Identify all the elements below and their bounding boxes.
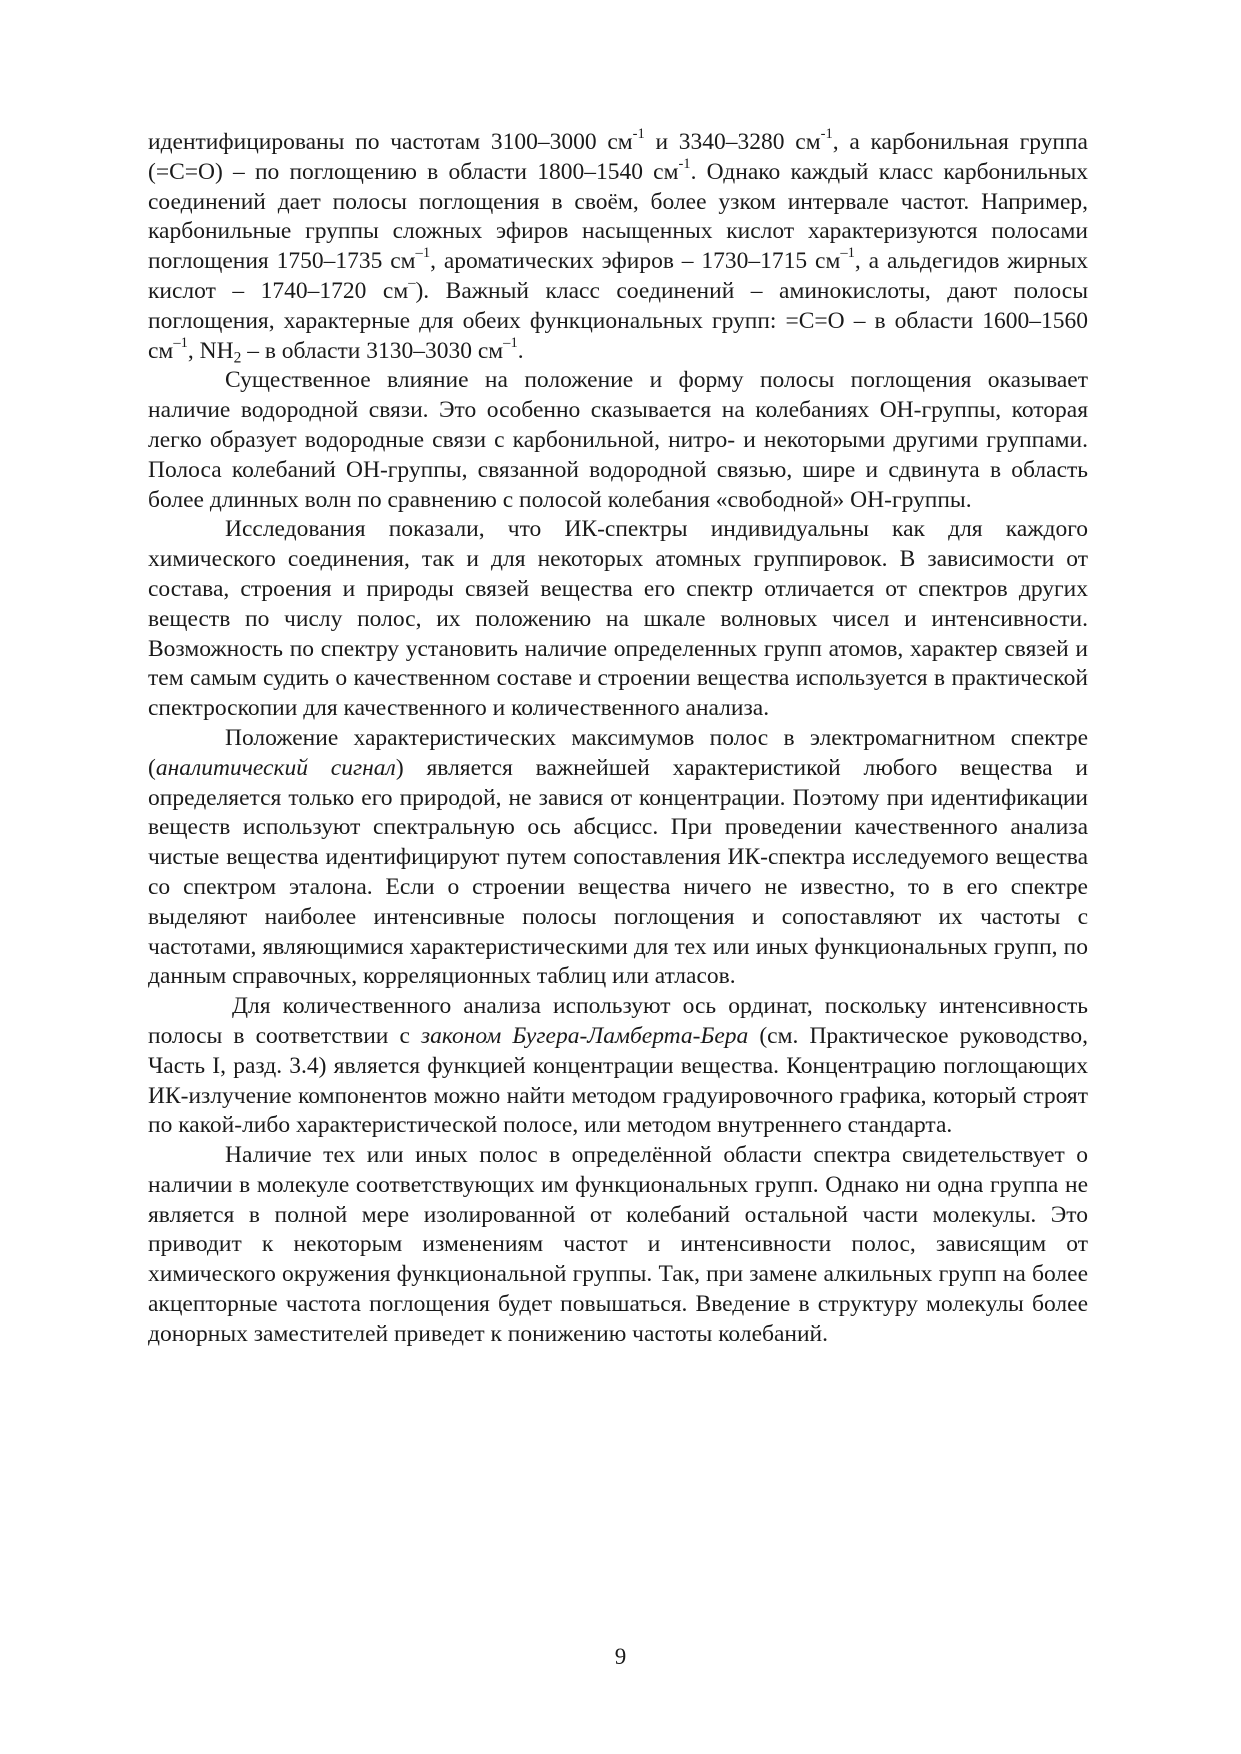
- text-run: и 3340–3280 см: [644, 129, 821, 155]
- superscript: –: [408, 275, 416, 292]
- text-run: . Однако каждый класс карбонильных соединений дает полосы поглощения в своём, более узком интервале частот. Например, карбонильные группы сложных эфиров насыщенных кислот характеризуются полосами поглощения 1750–1735 см: [148, 158, 1088, 275]
- superscript: –1: [840, 245, 855, 262]
- text-run: (см. Практическое руководство, Часть I, разд. 3.4) является функцией концентрации вещества. Концентрацию поглощающих ИК-излучение компонентов можно найти методом градуировочного графика, который строят по какой-либо характеристической полосе, или методом внутреннего стандарта.: [148, 1022, 1088, 1139]
- text-run: – в области 3130–3030 см: [241, 337, 504, 364]
- text-run: ) является важнейшей характеристикой любого вещества и определяется только его природой, не завися от концентрации. Поэтому при идентификации веществ используют спектральную ось абсцисс. При проведении качественного анализа чистые вещества идентифицируют путем сопоставления ИК-спектра исследуемого вещества со спектром эталона. Если о строении вещества ничего не известно, то в его спектре выделяют наиболее интенсивные полосы поглощения и сопоставляют их частоты с частотами, являющимися характеристическими для тех или иных функциональных групп, по данным справочных, корреляционных таблиц или атласов.: [148, 754, 1088, 990]
- paragraph-4: [148, 724, 1088, 992]
- text-run: Для количественного анализа используют ось ординат, поскольку интенсивность полосы в соответствии с: [148, 993, 1088, 1049]
- text-run: Положение характеристических максимумов полос в электромагнитном спектре (: [148, 724, 1088, 781]
- superscript: –1: [415, 245, 431, 262]
- text-run: , а карбонильная группа (=С=О) – по поглощению в области 1800–1540 см: [148, 129, 1088, 185]
- italic-term: законом Бугера-Ламберта-Бера: [420, 1022, 749, 1049]
- italic-term: аналитический сигнал: [155, 754, 396, 781]
- superscript: –1: [503, 334, 518, 351]
- document-page: [148, 128, 1088, 1350]
- paragraph-6: Наличие тех или иных полос в определённой области спектра свидетельствует о наличии в молекуле соответствующих им функциональных групп. Однако ни одна группа не является в полной мере изолированной от колебаний остальной части молекулы. Это приводит к некоторым изменениям частот и интенсивности полос, зависящим от химического окружения функциональной группы. Так, при замене алкильных групп на более акцепторные частота поглощения будет повышаться. Введение в структуру молекулы более донорных заместителей приведет к понижению частоты колебаний.: [148, 1142, 1088, 1347]
- subscript: 2: [233, 349, 242, 367]
- superscript: -1: [820, 126, 833, 143]
- superscript: –1: [173, 334, 188, 351]
- text-run: , NH: [187, 337, 234, 364]
- text-run: , ароматических эфиров – 1730–1715 см: [430, 248, 841, 275]
- paragraph-3: Исследования показали, что ИК-спектры индивидуальны как для каждого химического соединения, так и для некоторых атомных группировок. В зависимости от состава, строения и природы связей вещества его спектр отличается от спектров других веществ по числу полос, их положению на шкале волновых чисел и интенсивности. Возможность по спектру установить наличие определенных групп атомов, характер связей и тем самым судить о качественном составе и строении вещества используется в практической спектроскопии для качественного и количественного анализа.: [148, 516, 1088, 722]
- superscript: -1: [678, 155, 691, 172]
- page-number: 9: [614, 1644, 627, 1669]
- text-run: идентифицированы по частотам 3100–3000 см: [148, 129, 633, 155]
- text-run: , а альдегидов жирных кислот – 1740–1720 см: [148, 248, 1088, 304]
- text-run: .: [517, 337, 524, 364]
- paragraph-5: [148, 992, 1088, 1141]
- text-run: ). Важный класс соединений – аминокислоты, дают полосы поглощения, характерные для обеих функциональных групп: =С=О – в области 1600–1560 см: [148, 277, 1088, 364]
- paragraph-2: Существенное влияние на положение и форму полосы поглощения оказывает наличие водородной связи. Это особенно сказывается на колебаниях ОН-группы, которая легко образует водородные связи с карбонильной, нитро- и некоторыми другими группами. Полоса колебаний ОН-группы, связанной водородной связью, шире и сдвинута в область более длинных волн по сравнению с полосой колебания «свободной» ОН-группы.: [148, 367, 1088, 513]
- superscript: -1: [632, 126, 645, 143]
- paragraph-1: [148, 128, 1088, 366]
